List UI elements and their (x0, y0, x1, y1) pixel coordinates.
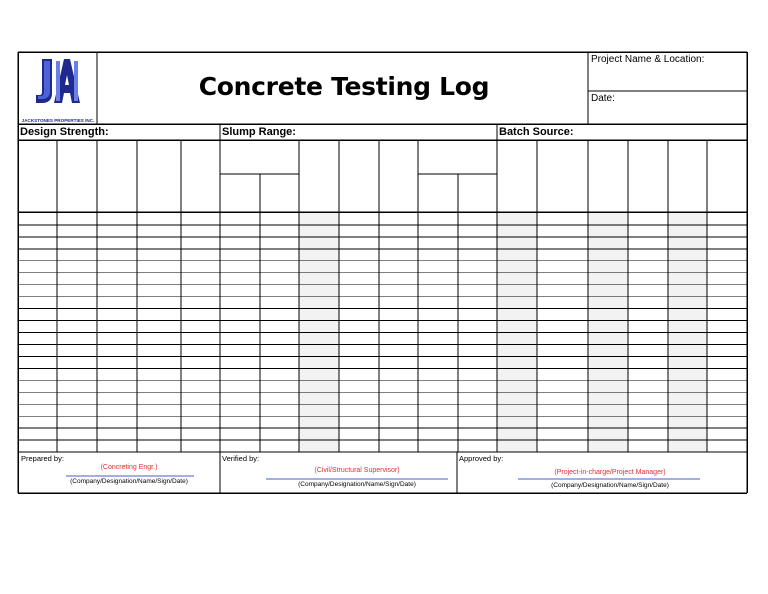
approved-by-caption: (Company/Designation/Name/Sign/Date) (551, 482, 669, 489)
approved-by-label: Approved by: (459, 454, 504, 463)
project-name-location-label: Project Name & Location: (591, 54, 705, 65)
signature-prepared (18, 453, 220, 493)
company-logo-icon (20, 55, 96, 113)
prepared-by-caption: (Company/Designation/Name/Sign/Date) (70, 478, 188, 485)
company-logo (20, 55, 96, 123)
verified-by-label: Verified by: (222, 454, 260, 463)
verified-by-caption: (Company/Designation/Name/Sign/Date) (298, 481, 416, 488)
verified-by-role: (Civil/Structural Supervisor) (314, 467, 400, 474)
approved-by-role: (Project-in-charge/Project Manager) (554, 469, 666, 476)
date-label: Date: (591, 93, 615, 104)
prepared-by-label: Prepared by: (21, 454, 64, 463)
batch-source-label: Batch Source: (499, 126, 574, 138)
slump-range-label: Slump Range: (222, 126, 296, 138)
company-logo-text: JACKSTONES PROPERTIES INC. (21, 118, 95, 123)
signature-approved (457, 453, 747, 493)
design-strength-label: Design Strength: (20, 126, 109, 138)
prepared-by-role: (Concreting Engr.) (100, 464, 158, 471)
signature-verified (220, 453, 457, 493)
form-title: Concrete Testing Log (198, 72, 490, 101)
